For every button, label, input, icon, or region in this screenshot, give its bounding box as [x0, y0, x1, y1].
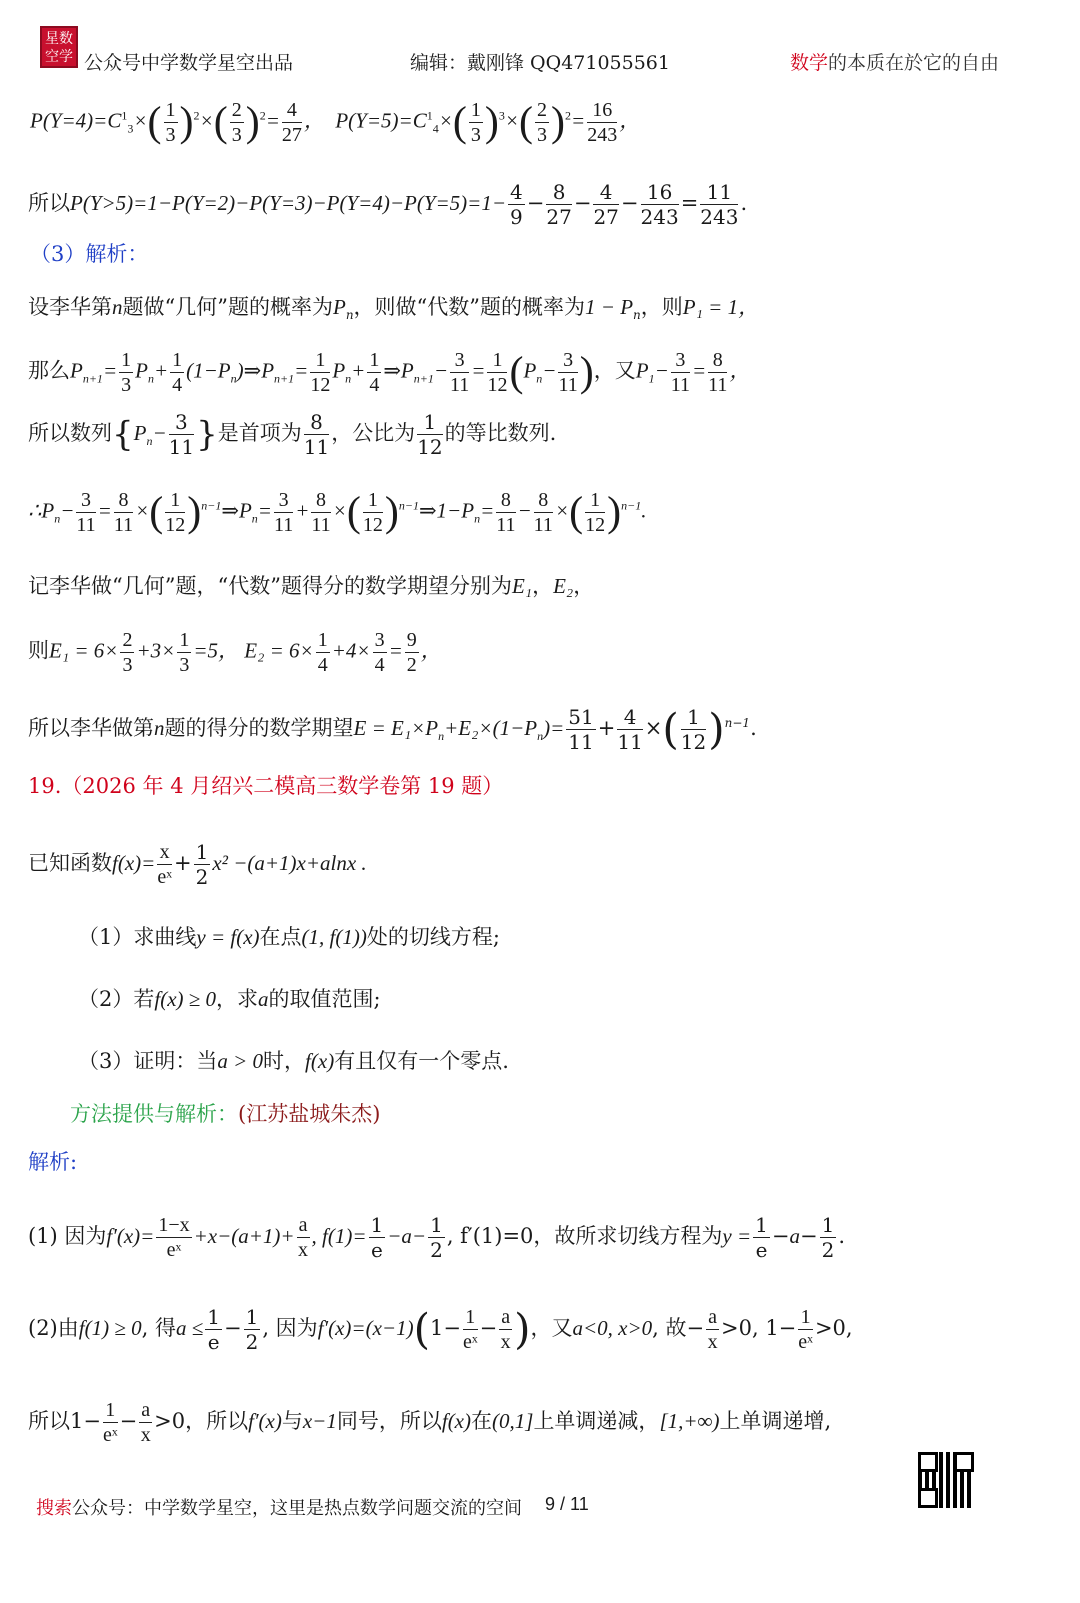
line-final-expectation: 所以李华做第n题的得分的数学期望$E = E_1\times P_n+E_2\times(1-P_n)=$ $\frac{51}{11}$ + $\frac{4}{11}$ ×( $\frac{1}{12}$ )$^{n-1}$. — [28, 704, 757, 754]
header-left: 公众号中学数学星空出品 — [84, 52, 294, 74]
brand-logo — [40, 26, 78, 68]
solution-heading: 解析: — [28, 1150, 78, 1174]
q19-part3: （3）证明：当a > 0时，f(x)有且仅有一个零点. — [78, 1049, 509, 1073]
frac: $\frac{1}{3}$ — [165, 99, 176, 146]
q19-statement: 已知函数f(x)= $\frac{x}{\text{eˣ}}$ + $\frac{1}{2}$ x² −(a+1)x+alnx . — [28, 840, 367, 889]
line-geometric-seq: 所以数列{$P_n-$ $\frac{3}{11}$ }是首项为 $\frac{8}{11}$ ，公比为 $\frac{1}{12}$ 的等比数列. — [28, 410, 557, 459]
py5-lhs: P(Y=5)=C — [335, 108, 427, 133]
suoyi: 所以 — [28, 191, 70, 215]
method-credit: 方法提供与解析：(江苏盐城朱杰) — [70, 1102, 381, 1126]
section-3-heading: （3）解析： — [30, 242, 149, 266]
line-e1-e2: 则E₁ = 6× $\frac{2}{3}$ +3× $\frac{1}{3}$ =5， E₂ = 6× $\frac{1}{4}$ +4× $\frac{3}{4}$ = $\frac{9}{2}$ ， — [28, 629, 442, 676]
logo-text-bottom: 空学 — [45, 49, 73, 65]
py-gt5-expr: P(Y>5)=1−P(Y=2)−P(Y=3)−P(Y=4)−P(Y=5)=1− — [70, 191, 507, 215]
py4-lhs: P(Y=4)=C — [30, 108, 122, 133]
line-pn-formula: $\therefore P_n-$ $\frac{3}{11}$ = $\frac{8}{11}$ ×( $\frac{1}{12}$ )$^{n-1}\Rightarrow P_n=$ $\frac{3}{11}$ + $\frac{8}{11}$ ×( $\frac{1}{12}$ )$^{n-1}\Rightarrow 1-P_n=$ $\frac{8}{11}$ − $\frac{8}{11}$ ×( $\frac{1}{12}$ )$^{n-1}$. — [28, 489, 647, 536]
logo-text-top: 星数 — [45, 31, 73, 47]
header-editor: 编辑：戴刚锋 QQ471055561 — [410, 52, 670, 74]
solution-part1: (1) 因为f′(x)= $\frac{1-x}{\text{eˣ}}$ +x−(a+1)+ $\frac{a}{x}$ , f(1)= $\frac{1}{e}$ −a− $\frac{1}{2}$ , f′(1)=0，故所求切线方程为y = $\frac{1}{e}$ −a− $\frac{1}{2}$ . — [28, 1213, 846, 1262]
frac: $\frac{4}{27}$ — [281, 99, 302, 146]
q19-title: 19.（2026 年 4 月绍兴二模高三数学卷第 19 题） — [28, 774, 504, 798]
solution-part2: (2)由f(1) ≥ 0, 得a ≤ $\frac{1}{e}$ − $\frac{1}{2}$ , 因为f′(x)=(x−1)(1− $\frac{1}{\text{eˣ}}$ − $\frac{a}{x}$ )，又a<0, x>0, 故− $\frac{a}{x}$ >0, 1− $\frac{1}{\text{eˣ}}$ >0, — [28, 1304, 853, 1354]
c-sup: 1 — [121, 108, 128, 123]
motto-red: 数学 — [790, 52, 829, 74]
c-sub: 3 — [127, 121, 134, 136]
motto-rest: 的本质在於它的自由 — [828, 52, 1000, 74]
frac: $\frac{1}{3}$ — [470, 99, 481, 146]
footer-search-text: 公众号：中学数学星空，这里是热点数学问题交流的空间 — [72, 1498, 522, 1519]
eq-py4-py5: $P(Y=4)=C^1_3\times$( $\frac{1}{3}$ )$^2$×( $\frac{2}{3}$ )$^2$= $\frac{4}{27}$ ， $P(Y=5)=C^1_4\times$( $\frac{1}{3}$ )$^3$×( $\frac{2}{3}$ )$^2$= $\frac{16}{243}$ ， — [30, 99, 641, 146]
header-motto — [790, 48, 999, 75]
footer-search — [36, 1494, 522, 1520]
eq-py-gt5: 所以P(Y>5)=1−P(Y=2)−P(Y=3)−P(Y=4)−P(Y=5)=1− $\frac{4}{9}$ − $\frac{8}{27}$ − $\frac{4}{27}$ − $\frac{16}{243}$ = $\frac{11}{243}$ . — [28, 180, 748, 229]
q19-part2: （2）若f(x) ≥ 0，求a的取值范围; — [78, 987, 381, 1011]
page-number: 9 / 11 — [545, 1494, 589, 1514]
line-set-prob: 设李华第n题做“几何”题的概率为$P_n$，则做“代数”题的概率为$1 - P_n$，则P₁ = 1， — [28, 295, 760, 323]
frac: $\frac{16}{243}$ — [587, 99, 618, 146]
line-expectation-def: 记李华做“几何”题，“代数”题得分的数学期望分别为E₁，E₂， — [28, 574, 595, 598]
qr-code-icon — [918, 1452, 974, 1508]
line-recurrence: 那么$P_{n+1}=$ $\frac{1}{3}$ $P_n+$ $\frac{1}{4}$ $(1-P_n)\Rightarrow P_{n+1}=$ $\frac{1}{12}$ $P_n+$ $\frac{1}{4}$ $\Rightarrow P_{n+1}-$ $\frac{3}{11}$ = $\frac{1}{12}$ ($P_n-$ $\frac{3}{11}$ )，又$P_1-$ $\frac{3}{11}$ = $\frac{8}{11}$ ， — [28, 349, 751, 396]
frac: $\frac{2}{3}$ — [537, 99, 548, 146]
footer-search-red: 搜索 — [36, 1498, 72, 1519]
solution-part2-cont: 所以1− $\frac{1}{\text{eˣ}}$ − $\frac{a}{x}$ >0，所以f′(x)与x−1同号，所以f(x)在(0,1]上单调递减，[1,+∞)上单调递增, — [28, 1399, 832, 1446]
frac: $\frac{2}{3}$ — [231, 99, 242, 146]
q19-part1: （1）求曲线y = f(x)在点(1, f(1))处的切线方程; — [78, 925, 500, 949]
